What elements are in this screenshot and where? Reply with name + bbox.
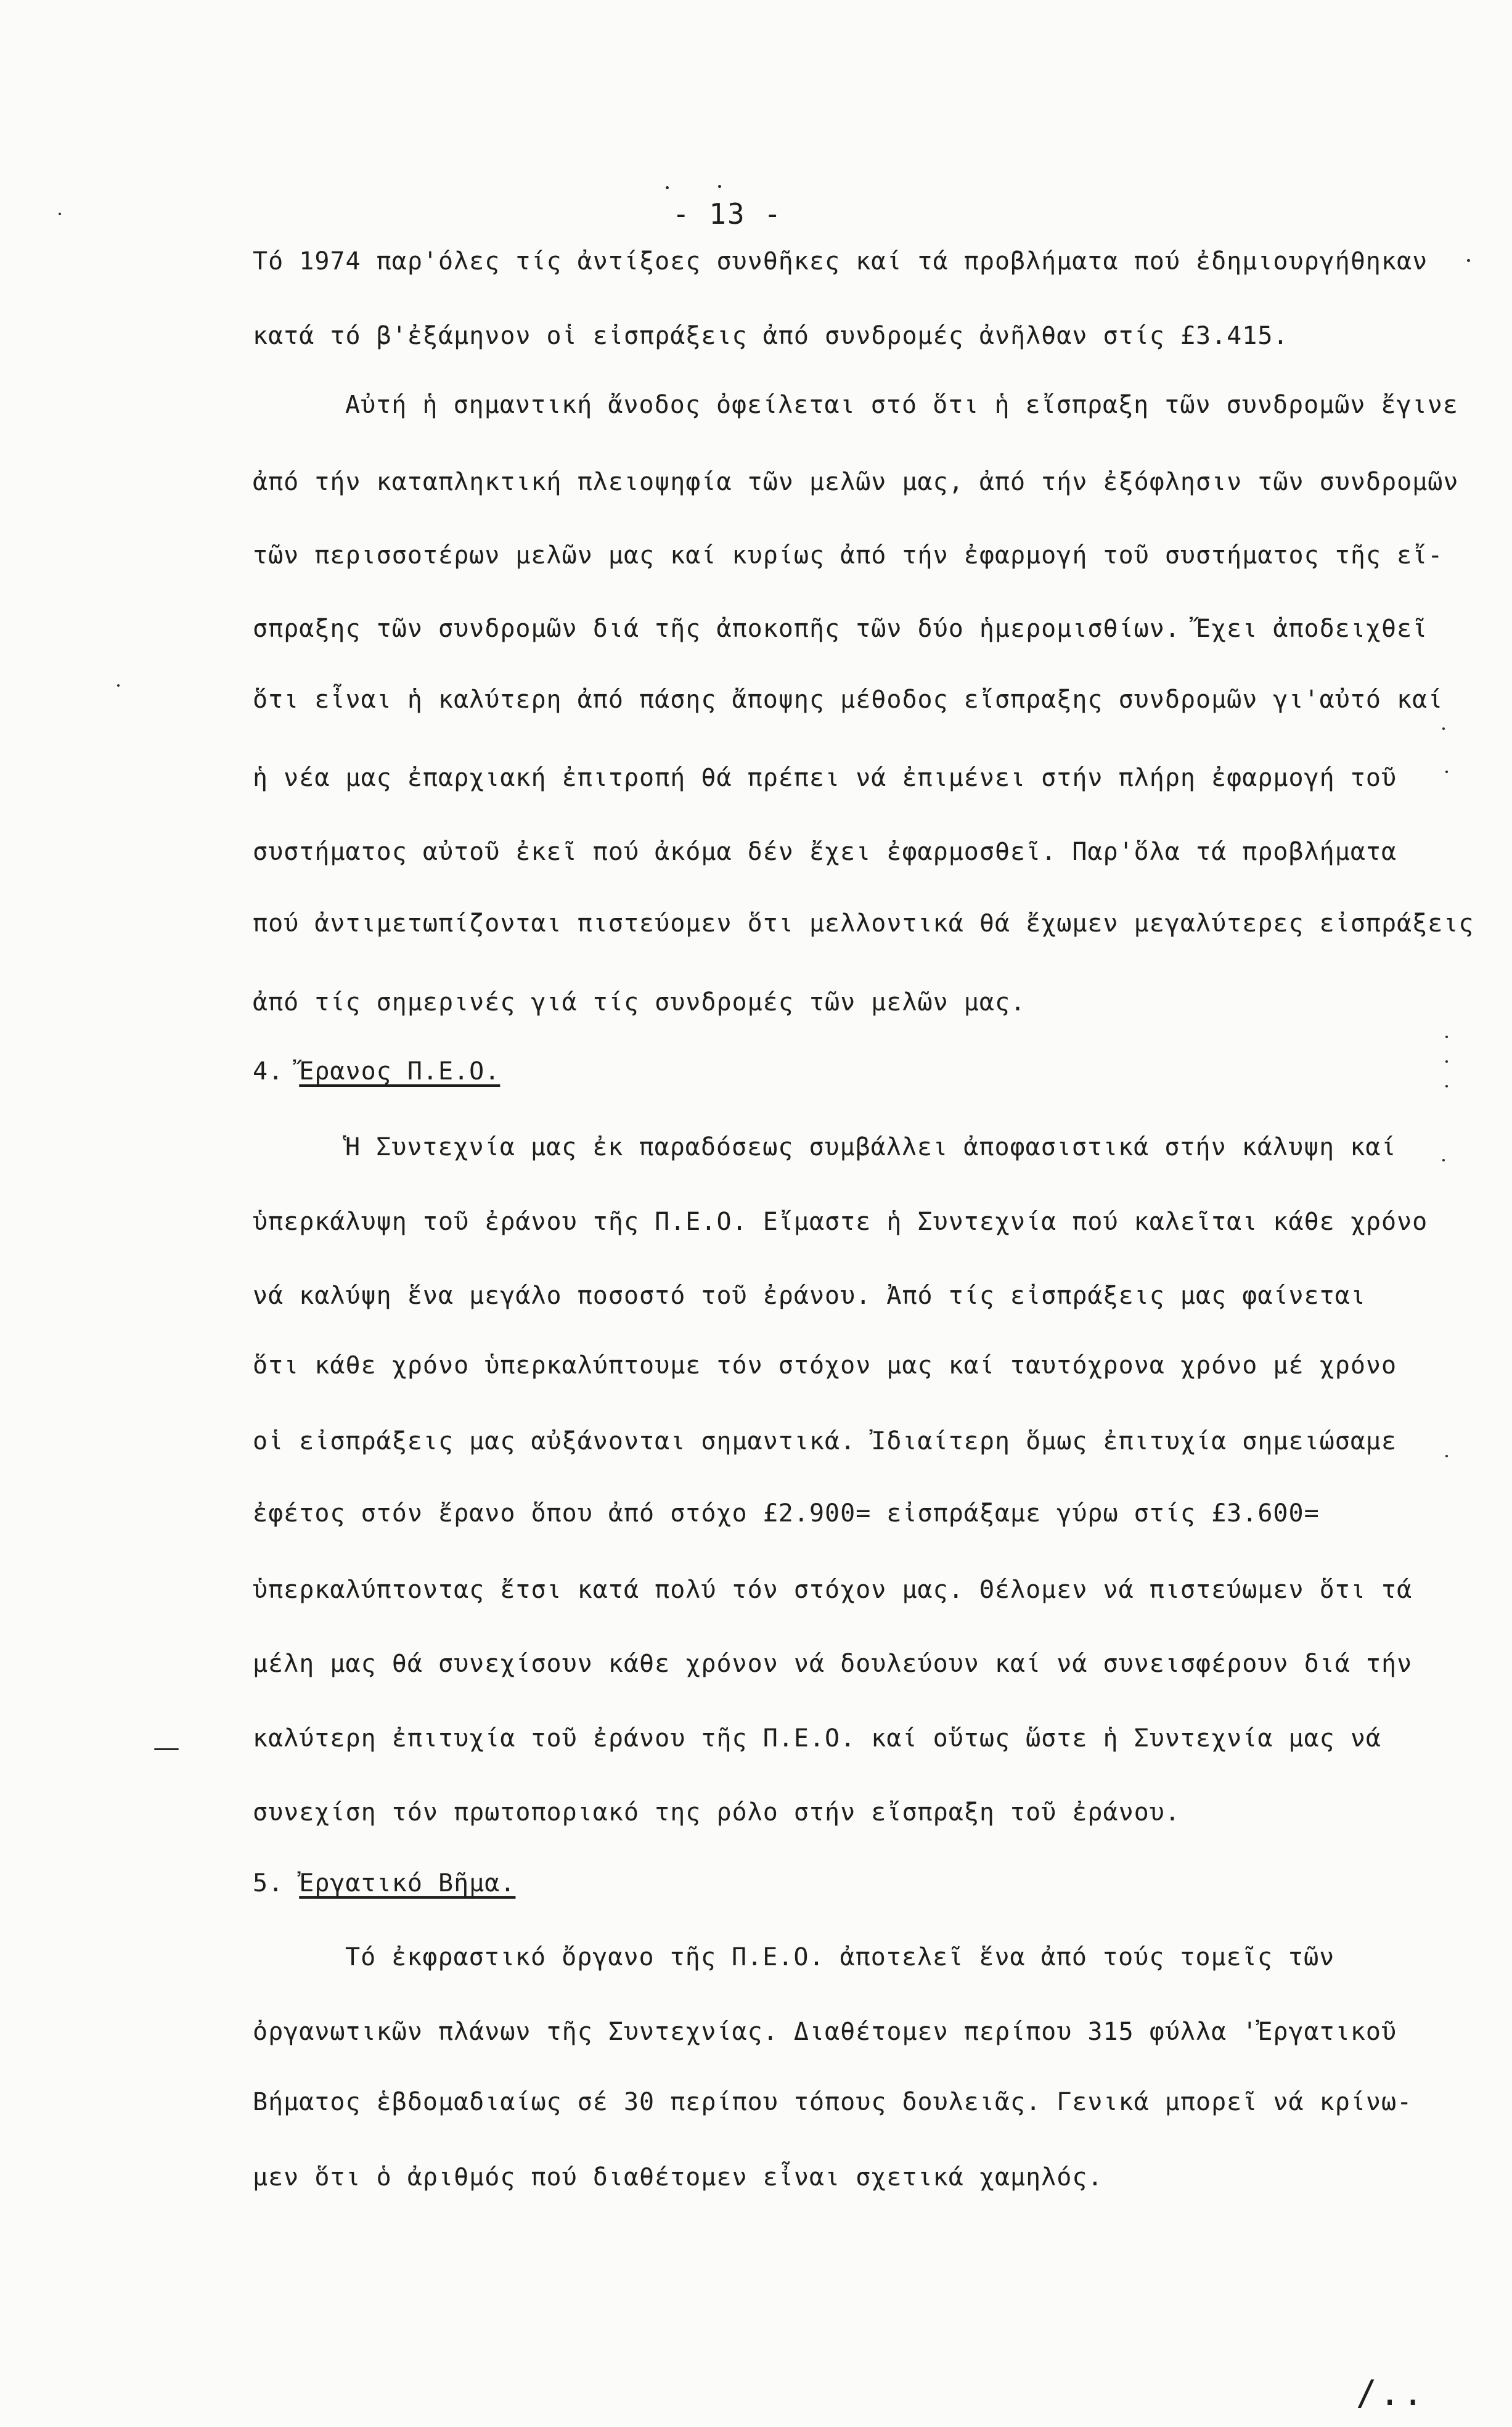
scan-speck xyxy=(1445,1060,1448,1063)
text-line: ὅτι εἶναι ἡ καλύτερη ἀπό πάσης ἄποψης μέθοδος εἴσπραξης συνδρομῶν γι'αὐτό καί xyxy=(253,686,1444,714)
text-line: συστήματος αὐτοῦ ἐκεῖ πού ἀκόμα δέν ἔχει ἐφαρμοσθεῖ. Παρ'ὅλα τά προβλήματα xyxy=(253,838,1397,866)
scan-speck xyxy=(718,185,721,188)
scan-speck xyxy=(1445,771,1448,773)
continuation-mark: /.. xyxy=(1356,2373,1426,2413)
scan-speck xyxy=(666,186,669,189)
scan-speck xyxy=(1445,1036,1448,1038)
text-line: νά καλύψη ἕνα μεγάλο ποσοστό τοῦ ἐράνου. Ἀπό τίς εἰσπράξεις μας φαίνεται xyxy=(253,1282,1366,1310)
text-line: μέλη μας θά συνεχίσουν κάθε χρόνον νά δουλεύουν καί νά συνεισφέρουν διά τήν xyxy=(253,1650,1413,1678)
text-line: ὑπερκαλύπτοντας ἔτσι κατά πολύ τόν στόχον μας. Θέλομεν νά πιστεύωμεν ὅτι τά xyxy=(253,1576,1413,1604)
text-line: οἱ εἰσπράξεις μας αὐξάνονται σημαντικά. Ἰδιαίτερη ὅμως ἐπιτυχία σημειώσαμε xyxy=(253,1427,1397,1455)
text-line: ὅτι κάθε χρόνο ὑπερκαλύπτουμε τόν στόχον μας καί ταυτόχρονα χρόνο μέ χρόνο xyxy=(253,1351,1397,1380)
text-line: ἀπό τήν καταπληκτική πλειοψηφία τῶν μελῶν μας, ἀπό τήν ἐξόφλησιν τῶν συνδρομῶν xyxy=(253,468,1459,496)
section-number: 4. xyxy=(253,1057,284,1086)
section-title: Ἐργατικό Βῆμα. xyxy=(299,1869,516,1897)
text-line: ἡ νέα μας ἐπαρχιακή ἐπιτροπή θά πρέπει νά ἐπιμένει στήν πλήρη ἐφαρμογή τοῦ xyxy=(253,764,1397,792)
text-line: Ἡ Συντεχνία μας ἐκ παραδόσεως συμβάλλει ἀποφασιστικά στήν κάλυψη καί xyxy=(345,1133,1397,1161)
text-line: καλύτερη ἐπιτυχία τοῦ ἐράνου τῆς Π.Ε.Ο. καί οὕτως ὥστε ἡ Συντεχνία μας νά xyxy=(253,1724,1381,1753)
section-number: 5. xyxy=(253,1869,284,1897)
text-line: ὑπερκάλυψη τοῦ ἐράνου τῆς Π.Ε.Ο. Εἴμαστε ἡ Συντεχνία πού καλεῖται κάθε χρόνο xyxy=(253,1208,1428,1236)
scan-speck xyxy=(154,1748,179,1750)
section-title: Ἔρανος Π.Ε.Ο. xyxy=(299,1057,501,1086)
text-line: κατά τό β'ἐξάμηνον οἱ εἰσπράξεις ἀπό συνδρομές ἀνῆλθαν στίς £3.415. xyxy=(253,322,1289,350)
text-line: ἀπό τίς σημερινές γιά τίς συνδρομές τῶν μελῶν μας. xyxy=(253,988,1026,1017)
scan-speck xyxy=(1442,1159,1445,1161)
page-number: - 13 - xyxy=(672,197,783,231)
scan-speck xyxy=(1445,1455,1448,1457)
text-line: Τό 1974 παρ'όλες τίς ἀντίξοες συνθῆκες καί τά προβλήματα πού ἐδημιουργήθηκαν xyxy=(253,247,1428,276)
text-line: Τό ἐκφραστικό ὄργανο τῆς Π.Ε.Ο. ἀποτελεῖ ἕνα ἀπό τούς τομεῖς τῶν xyxy=(345,1943,1335,1971)
text-line: Βήματος ἑβδομαδιαίως σέ 30 περίπου τόπους δουλειᾶς. Γενικά μπορεῖ νά κρίνω- xyxy=(253,2088,1413,2116)
scan-speck xyxy=(1445,1085,1448,1087)
text-line: πού ἀντιμετωπίζονται πιστεύομεν ὅτι μελλοντικά θά ἔχωμεν μεγαλύτερες εἰσπράξεις xyxy=(253,909,1474,938)
text-line: σπραξης τῶν συνδρομῶν διά τῆς ἀποκοπῆς τῶν δύο ἡμερομισθίων. Ἔχει ἀποδειχθεῖ xyxy=(253,615,1428,643)
text-line: Αὐτή ἡ σημαντική ἄνοδος ὀφείλεται στό ὅτι ἡ εἴσπραξη τῶν συνδρομῶν ἔγινε xyxy=(345,391,1458,419)
scan-speck xyxy=(59,213,61,215)
text-line: ὀργανωτικῶν πλάνων τῆς Συντεχνίας. Διαθέτομεν περίπου 315 φύλλα 'Ἐργατικοῦ xyxy=(253,2018,1397,2046)
section-heading-5 xyxy=(253,1871,515,1896)
text-line: μεν ὅτι ὁ ἀριθμός πού διαθέτομεν εἶναι σχετικά χαμηλός. xyxy=(253,2163,1103,2192)
scan-speck xyxy=(1442,727,1445,730)
scan-speck xyxy=(1467,259,1470,262)
scan-speck xyxy=(117,684,120,687)
section-heading-4 xyxy=(253,1059,500,1084)
text-line: τῶν περισσοτέρων μελῶν μας καί κυρίως ἀπό τήν ἐφαρμογή τοῦ συστήματος τῆς εἴ- xyxy=(253,541,1444,570)
text-line: ἐφέτος στόν ἔρανο ὅπου ἀπό στόχο £2.900= εἰσπράξαμε γύρω στίς £3.600= xyxy=(253,1499,1320,1528)
text-line: συνεχίση τόν πρωτοποριακό της ρόλο στήν εἴσπραξη τοῦ ἐράνου. xyxy=(253,1798,1180,1827)
